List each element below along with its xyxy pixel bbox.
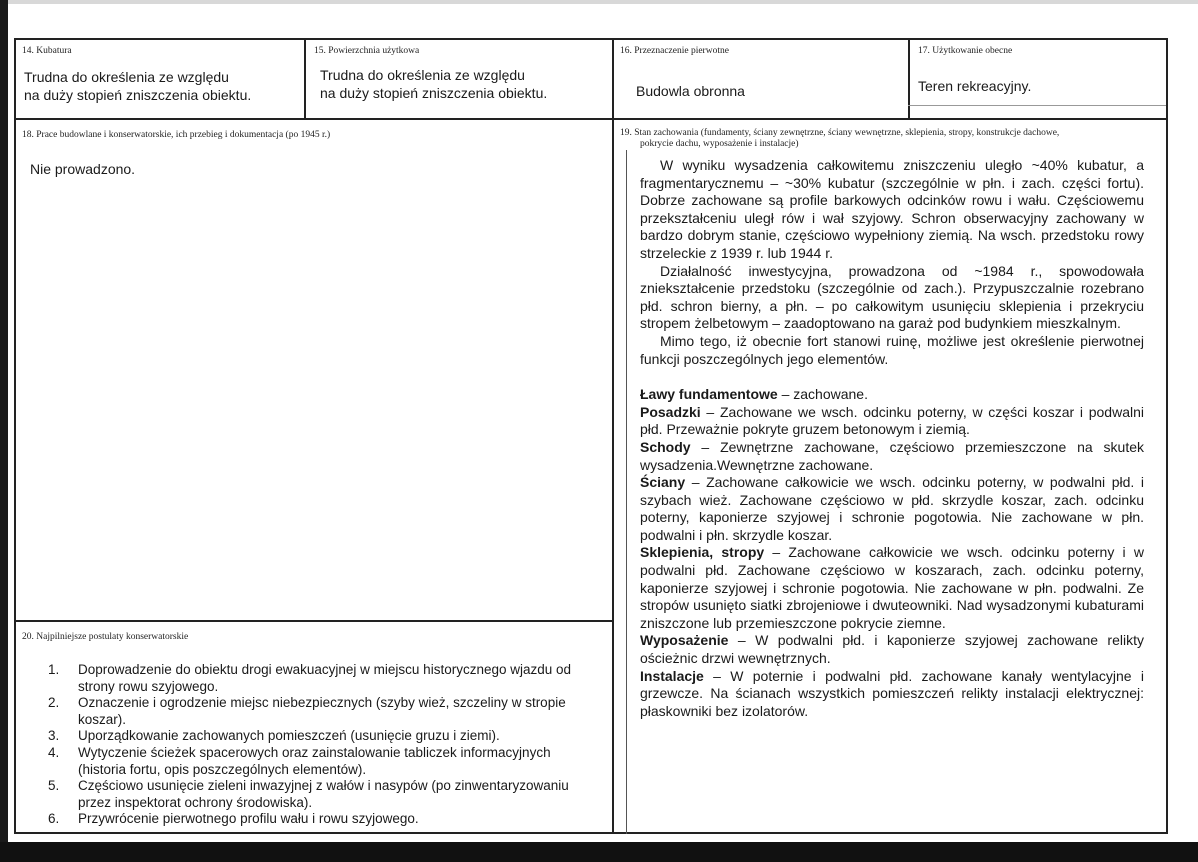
postulate-number: 5. bbox=[48, 778, 60, 794]
section-20-label: 20. Najpilniejsze postulaty konserwatorskie bbox=[22, 632, 189, 642]
section-19-label-line1: 19. Stan zachowania (fundamenty, ściany zewnętrzne, ściany wewnętrzne, sklepienia, stropy, konstrukcje dachowe, bbox=[620, 128, 1060, 138]
section-18-value: Nie prowadzono. bbox=[30, 161, 136, 177]
postulate-number: 6. bbox=[48, 811, 60, 827]
postulate-item bbox=[40, 745, 602, 778]
divider-15-16 bbox=[612, 38, 614, 834]
paragraph-gap bbox=[640, 368, 1144, 386]
section-15-value-line2: na duży stopień zniszczenia obiektu. bbox=[320, 85, 548, 101]
postulate-number: 1. bbox=[48, 662, 60, 677]
postulate-text: Oznaczenie i ogrodzenie miejsc niebezpiecznych (szyby wież, szczeliny w stropie koszar). bbox=[78, 695, 566, 727]
form-right-rule bbox=[1166, 38, 1168, 834]
postulate-item bbox=[40, 728, 602, 745]
section-15-label: 15. Powierzchnia użytkowa bbox=[314, 46, 420, 56]
element-term: Posadzki bbox=[640, 403, 701, 420]
element-entry bbox=[640, 474, 1144, 544]
divider-18-20 bbox=[14, 620, 614, 622]
postulate-number: 4. bbox=[48, 744, 60, 760]
row1-bottom-rule bbox=[14, 118, 1168, 120]
divider-16-17 bbox=[908, 38, 910, 120]
scan-top-shadow bbox=[0, 0, 1198, 4]
condition-paragraph: Mimo tego, iż obecnie fort stanowi ruinę, możliwe jest określenie pierwotnej funkcji poszczególnych jego elementów. bbox=[640, 332, 1144, 367]
form-left-rule bbox=[14, 38, 16, 834]
section-15-value-line1: Trudna do określenia ze względu bbox=[320, 67, 525, 83]
section-14-label: 14. Kubatura bbox=[22, 46, 72, 56]
postulate-item bbox=[40, 662, 602, 695]
postulate-text: Częściowo usunięcie zieleni inwazyjnej z wałów i nasypów (po zinwentaryzowaniu przez inspektorat ochrony środowiska). bbox=[78, 778, 569, 810]
section-14-value-line2: na duży stopień zniszczenia obiektu. bbox=[24, 87, 252, 103]
element-term: Schody bbox=[640, 438, 691, 455]
element-entry bbox=[640, 439, 1144, 474]
section-16-value: Budowla obronna bbox=[636, 83, 745, 99]
element-entry bbox=[640, 632, 1144, 667]
postulate-item bbox=[40, 811, 602, 828]
section-16-label: 16. Przeznaczenie pierwotne bbox=[620, 46, 729, 56]
postulate-item bbox=[40, 695, 602, 728]
element-entry bbox=[640, 544, 1144, 632]
element-text: – Zewnętrzne zachowane, częściowo przemieszczone na skutek wysadzenia.Wewnętrzne zachowane. bbox=[640, 438, 1144, 473]
element-term: Wyposażenie bbox=[640, 632, 729, 649]
postulate-text: Przywrócenie pierwotnego profilu wału i rowu szyjowego. bbox=[78, 811, 419, 827]
form-top-rule bbox=[14, 38, 1168, 40]
form-bottom-rule bbox=[14, 832, 1168, 834]
divider-19-left bbox=[626, 150, 627, 834]
element-entry bbox=[640, 386, 1144, 404]
postulate-text: Uporządkowanie zachowanych pomieszczeń (usunięcie gruzu i ziemi). bbox=[78, 728, 500, 744]
element-entry bbox=[640, 668, 1144, 721]
scan-left-edge bbox=[0, 0, 8, 862]
element-text: – Zachowane całkowicie we wsch. odcinku poterny i w podwalni płd. Zachowane częściowo w koszarach, zach. odcinku poterny, kaponierze szyjowej i schronie pogotowia. Nie zachowane w płn. podwalni. Ze stropów usunięto siatki zbrojeniowe i dwuteowniki. Nad wysadzonymi kubaturami zniszczone lub przemieszczone pokrycie ziemne. bbox=[640, 544, 1144, 631]
postulate-number: 2. bbox=[48, 695, 60, 711]
postulate-text: Wytyczenie ścieżek spacerowych oraz zainstalowanie tabliczek informacyjnych (historia fortu, opis poszczególnych elementów). bbox=[78, 744, 551, 777]
scan-bottom-edge bbox=[0, 842, 1198, 862]
element-entry bbox=[640, 404, 1144, 439]
section-19-label-line2: pokrycie dachu, wyposażenie i instalacje) bbox=[640, 139, 799, 149]
section-18-label: 18. Prace budowlane i konserwatorskie, ich przebieg i dokumentacja (po 1945 r.) bbox=[22, 130, 331, 140]
element-term: Instalacje bbox=[640, 667, 704, 684]
divider-14-15 bbox=[304, 38, 306, 120]
postulate-text: Doprowadzenie do obiektu drogi ewakuacyjnej w miejscu historycznego wjazdu od strony rowu szyjowego. bbox=[78, 662, 572, 694]
element-term: Sklepienia, stropy bbox=[640, 544, 765, 561]
element-text: – W podwalni płd. i kaponierze szyjowej zachowane relikty ościeżnic drzwi wewnętrznych. bbox=[640, 632, 1144, 667]
element-text: – Zachowane całkowicie we wsch. odcinku poterny, w podwalni płd. i szybach wież. Zachowane częściowo w płd. skrzydle koszar, zach. odcinku poterny, kaponierze szyjowej i schronie pogotowia. Nie zachowane w płn. podwalni i płn. skrzydle koszar. bbox=[640, 474, 1144, 543]
section-17-value: Teren rekreacyjny. bbox=[918, 78, 1032, 94]
section-17-label: 17. Użytkowanie obecne bbox=[918, 46, 1013, 56]
element-term: Ściany bbox=[640, 474, 686, 491]
divider-17-right-extra bbox=[908, 105, 1166, 106]
section-19-body bbox=[640, 157, 1144, 720]
condition-paragraph: Działalność inwestycyjna, prowadzona od ~1984 r., spowodowała zniekształcenie przedstoku (szczególnie od zach.). Przypuszczalnie rozebrano płd. schron bierny, a płn. – po całkowitym usunięciu sklepienia i przekryciu stropem żelbetowym – zaadoptowano na garaż pod budynkiem mieszkalnym. bbox=[640, 262, 1144, 332]
element-text: – W poternie i podwalni płd. zachowane kanały wentylacyjne i grzewcze. Na ścianach wszystkich pomieszczeń relikty instalacji elektrycznej: płaskowniki bez izolatorów. bbox=[640, 667, 1144, 719]
section-14-value-line1: Trudna do określenia ze względu bbox=[24, 69, 229, 85]
postulate-item bbox=[40, 778, 602, 811]
postulates-list bbox=[40, 662, 602, 828]
postulate-number: 3. bbox=[48, 728, 60, 744]
element-term: Ławy fundamentowe bbox=[640, 386, 778, 403]
element-text: – Zachowane we wsch. odcinku poterny, w części koszar i podwalni płd. Przeważnie pokryte gruzem betonowym i ziemią. bbox=[640, 403, 1144, 438]
element-text: – zachowane. bbox=[777, 386, 868, 403]
condition-paragraph: W wyniku wysadzenia całkowitemu zniszczeniu uległo ~40% kubatur, a fragmentarycznemu – ~30% kubatur (szczególnie w płn. i zach. części fortu). Dobrze zachowane są profile barkowych odcinków rowu i wału. Częściowemu przekształceniu uległ rów i wał szyjowy. Schron obserwacyjny zachowany w bardzo dobrym stanie, częściowo wypełniony ziemią. Na wsch. przedstoku rowy strzeleckie z 1939 r. lub 1944 r. bbox=[640, 157, 1144, 261]
